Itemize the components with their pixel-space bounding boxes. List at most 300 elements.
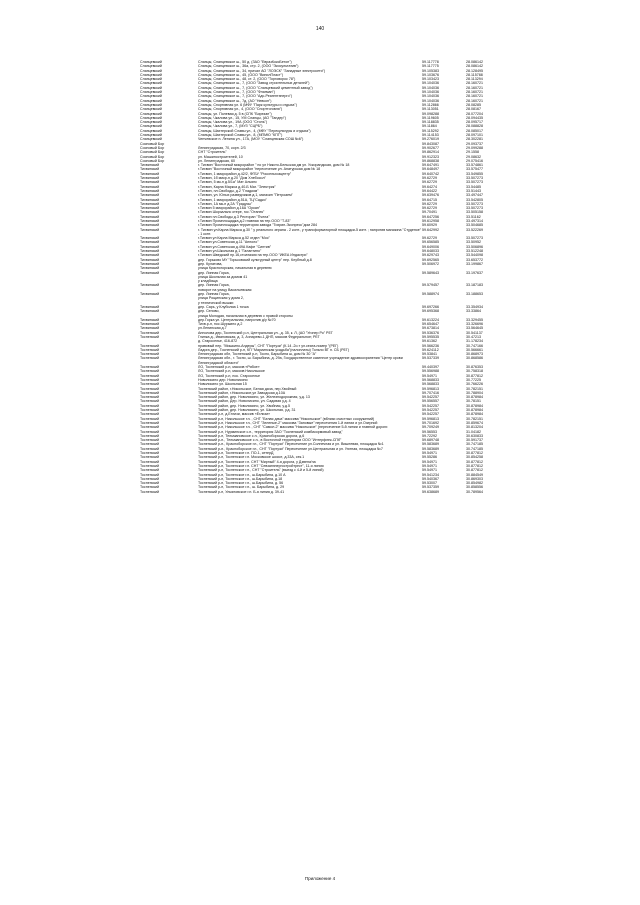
cell-address: г.Тихвин, 1б микр-н д.20 "Дом Хлебосол" (198, 176, 266, 181)
cell-address: ул.Ленинская д.7 (198, 326, 227, 331)
cell-address: Сланцы, Сланцевское ш., 7, (ООО "Сланцевский цементный завод") (198, 85, 313, 90)
cell-lon: 30.566661 (466, 347, 483, 352)
cell-address: дер.Горка ул. Центральная, напротив д/у №70 (198, 317, 276, 322)
cell-district: Тосненский (140, 408, 160, 413)
cell-district: Тосненский (140, 373, 160, 378)
cell-district: Сосновый Бор (140, 145, 165, 150)
cell-district: Тихвинский (140, 210, 160, 215)
points-table-body (140, 60, 510, 494)
cell-lon: 30.747185 (466, 446, 483, 451)
cell-district: Тихвинский (140, 227, 160, 232)
cell-district: Тосненский (140, 399, 160, 404)
cell-lon: 30.78151 (466, 399, 481, 404)
cell-address: г.Тихвин Шорзальнс отере, гос."Отанек" (198, 210, 265, 215)
cell-address: Сланцы, Сланцевское ш., 45, (ООО "ВинилПласт") (198, 72, 284, 77)
cell-address: Тосненский район, г.Никольское,ул Заводская д.10А (198, 390, 286, 395)
cell-lon: 30.782151 (466, 416, 483, 421)
cell-lon: 30.878984 (466, 403, 483, 408)
cell-lat: 59.64274 (422, 184, 437, 189)
cell-address: улица Красногорская, начальная в деревню (198, 266, 272, 271)
cell-lon: 33.187183 (466, 283, 483, 288)
cell-lat: 59.64422 (422, 188, 437, 193)
cell-district: Тихвинский (140, 253, 160, 258)
cell-district: Сланцевский (140, 111, 162, 116)
cell-address: Глинка д., Ивановская, д. 3, Ачнарево-1 ДНП, массив Федеральное; РЕГ (198, 335, 320, 339)
cell-district: Сланцевский (140, 128, 162, 133)
cell-district: Тосненский (140, 425, 160, 430)
cell-lat: 59.689748 (422, 438, 439, 443)
cell-address: Ленинградская обл., г. Тосно, ш. Барыбина, д. 29а, Государственное казенное учреждение здравоохранения "Центр крови Ленинградской области" (198, 356, 403, 365)
cell-lat: 59.53007 (422, 481, 437, 486)
cell-district: Сланцевский (140, 90, 162, 95)
cell-lat: 59.647256 (422, 214, 439, 219)
cell-address: г.Тихвин Промплощадка территория завода "Тихрин-Экопресс"дом 284 (198, 223, 318, 228)
cell-lon: 33.51162 (466, 214, 481, 219)
cell-address: г. Тихвин "Восточный микрорайон " по ул Никото-Бельская дм ул. Ускорандская, дом № 18 (198, 163, 350, 168)
cell-lon: 33.522269 (466, 227, 483, 232)
cell-lon: 33.326696 (466, 322, 483, 327)
cell-address: Тосненский р-н, Тосненское г.п., ш.Барыбина, д.10 А (198, 472, 286, 477)
cell-district: Тихвинский (140, 309, 160, 314)
cell-lat: 59.656585 (422, 240, 439, 245)
cell-lat: 59.654647 (422, 322, 439, 327)
cell-district: Тосненский (140, 335, 160, 339)
cell-address: Сланцы, Спортивная ул. 6 (МФУ "Парк культуры и отдыха") (198, 102, 297, 107)
cell-lon: 33.329455 (466, 317, 483, 322)
cell-lat: 59.117778 (422, 60, 439, 64)
cell-district: Тихвинский (140, 206, 160, 211)
cell-lon: 30.591737 (466, 438, 483, 443)
cell-district: Тосненский (140, 485, 160, 490)
cell-district: Тосненский (140, 481, 160, 486)
cell-district: Сосновый Бор (140, 158, 165, 163)
cell-address: Сланцы, Сланцевское ш., 7, (ООО "Адс-Реагентэнерго") (198, 94, 293, 99)
cell-lat: 59.115292 (422, 128, 439, 133)
cell-address: дер. Липная Горка, (198, 292, 230, 297)
cell-lat: 59.60929 (422, 223, 437, 228)
cell-lon: 33.197637 (466, 270, 483, 275)
cell-district: Тосненский (140, 463, 160, 468)
cell-district: Тихвинский (140, 167, 160, 172)
cell-district: Сосновый Бор (140, 141, 165, 146)
cell-district: Тосненский (140, 429, 160, 434)
cell-district: Сланцевский (140, 107, 162, 112)
cell-district: Тосненский (140, 446, 160, 451)
cell-district: Сланцевский (140, 68, 162, 73)
cell-address: Сланцы, Чкалова ул., 15, УМ Сланцы, (АО "Тандер") (198, 115, 286, 120)
cell-lat: 59.104036 (422, 94, 439, 99)
cell-lon: 30.747166 (466, 343, 483, 348)
cell-lon: 28.160721 (466, 85, 483, 90)
cell-address: Сланцы, Чкалова ул., 19А (ООО "Стиль") (198, 120, 268, 125)
cell-lat: 59.56553 (422, 429, 437, 434)
cell-lat: 59.673814 (422, 326, 439, 331)
cell-lat: 59.612958 (422, 218, 439, 223)
cell-lon: 28.08285 (466, 102, 481, 107)
cell-lon: 28.097101 (466, 133, 483, 138)
cell-address: Тосненский р-н, Тельмановское с.п., Красноборская дорога, д.6 (198, 433, 305, 438)
cell-lon: 33.507273 (466, 180, 483, 185)
cell-address: Новолисино дер. Новолисино (198, 377, 248, 382)
cell-lat: 59.707416 (422, 390, 439, 395)
cell-lon: 33.564645 (466, 326, 483, 331)
cell-lon: 33.549855 (466, 171, 483, 176)
cell-lat: 59.556988 (422, 369, 439, 374)
cell-district: Тосненский (140, 395, 160, 400)
cell-address: г.Тихвин ул Карла Маркса д.52 отдел "Мос" (198, 236, 270, 241)
cell-district: Тихвинский (140, 283, 160, 288)
cell-district: Тихвинский (140, 236, 160, 241)
cell-district: Тосненский (140, 412, 160, 417)
cell-district: Сланцевский (140, 81, 162, 86)
cell-lon: 31.178234 (466, 339, 483, 344)
cell-address: г.Тихвин пл.Свободы д.3 Ресторан "Пчела" (198, 214, 270, 219)
cell-lon: 33.505158 (466, 210, 483, 215)
cell-lon: 29.1558 (466, 150, 479, 155)
cell-district: Тосненский (140, 476, 160, 481)
cell-address: Тосненский р-н., Красноборское г.п., СНТ "Портузи" Пересечение ул.Солнечная и ул. Вишневая, площадка №1 (198, 442, 384, 447)
cell-address: Сланцы, Сланцевское ш., 36а, стр. 2, (ООО "Экосультатив") (198, 64, 299, 69)
cell-lat: 59.64715 (422, 197, 437, 202)
cell-district: Тосненский (140, 459, 160, 464)
cell-address: г.Тихвин 5 микрорайон д.16А "Оркан" (198, 206, 261, 211)
cell-lon: 33.653772 (466, 257, 483, 262)
page-footer: Приложение 4 (304, 876, 336, 881)
cell-address: г.Тихвин ул.Советская д.11 "Апполо" (198, 240, 259, 245)
cell-address: дер. Сеново, (198, 309, 220, 314)
cell-lat: 59.104036 (422, 85, 439, 90)
cell-lat: 59.579457 (422, 283, 439, 288)
cell-lat: 59.103423 (422, 77, 439, 82)
cell-address: Тосненский район, дер. Новолисино, ул. Железнодорожная, у.д. 13 (198, 395, 310, 400)
cell-lon: 28.086142 (466, 60, 483, 64)
cell-district: Тосненский (140, 420, 160, 425)
cell-lat: 59.536376 (422, 330, 439, 335)
cell-district: Тосненский (140, 433, 160, 438)
cell-district: Тихвинский (140, 193, 160, 198)
cell-lat: 59.583689 (422, 442, 439, 447)
cell-address: Сланцы, ул. Полевая д. 5 в (СПК "Бирезан") (198, 111, 272, 116)
cell-address: у кладбища (198, 279, 218, 284)
cell-lon: 28.077204 (466, 111, 483, 116)
cell-lon: 30.878984 (466, 395, 483, 400)
cell-lat: 59.542257 (422, 403, 439, 408)
points-table (140, 60, 510, 494)
cell-lat: 59.642992 (422, 227, 439, 232)
cell-address: г.Тихвин ул.Советская д.49А Кафе "Синтив" (198, 244, 271, 249)
cell-district: Тихвинский (140, 326, 160, 331)
cell-address: г.Тихвин Промплощадка,д.2 главная на тер.ООО "Т-83" (198, 218, 291, 223)
cell-district: Тосненский (140, 468, 160, 473)
cell-district: Тихвинский (140, 292, 160, 297)
cell-lat: 59.104036 (422, 90, 439, 95)
cell-lat: 59.640742 (422, 171, 439, 176)
cell-lon: 30.877812 (466, 459, 483, 464)
cell-lat: 59.112866 (422, 102, 439, 107)
cell-lat: 59.692565 (422, 257, 439, 262)
cell-district: Сланцевский (140, 137, 162, 142)
cell-district: Тихвинский (140, 188, 160, 193)
cell-address: Сланцы, Сланцевское ш., 50 д. (ЗАО "ЕвразКоксБетон") (198, 60, 292, 64)
cell-lon: 28.094435 (466, 115, 483, 120)
cell-lon: 30.869303 (466, 476, 483, 481)
cell-district: Тосненский (140, 352, 160, 357)
cell-district: Тосненский (140, 416, 160, 421)
cell-district: Сосновый Бор (140, 154, 165, 159)
cell-address: Тосненский р-н, Ульяновское г.п. Б-я линия д. 39-41 (198, 489, 285, 494)
cell-district: Тосненский (140, 489, 160, 494)
cell-lat: 59.613224 (422, 317, 439, 322)
cell-district: Тихвинский (140, 317, 160, 322)
cell-lon: 33.574861 (466, 163, 483, 168)
cell-address: улица Школьная за домом 41 (198, 274, 248, 279)
cell-lon: 30.789564 (466, 489, 483, 494)
cell-address: Тосненский р-н, Никольское г.п., СНТ "Зеленые-2" массива "Заповые" пересечения 1-й линии и ул.Озерной (198, 420, 378, 425)
cell-lon: 28.088828 (466, 124, 483, 129)
cell-lat: 59.113051 (422, 107, 439, 112)
cell-lat: 59.61362 (422, 339, 437, 344)
cell-lat: 59.589643 (422, 270, 439, 275)
cell-district: Сланцевский (140, 60, 162, 64)
cell-lon: 30.877812 (466, 468, 483, 473)
cell-address: Ладога дер., Тосненский р-н, КП "Мариинская усадьба"(налоплаты) Тольно ВТ п. СБ (РЕГ) (198, 347, 350, 352)
cell-address: улица Рощинская у дома 2, (198, 296, 244, 301)
cell-address: Сланцы, Чкалова ул., 7, (МУЗ "СЦРБ") (198, 124, 263, 129)
cell-lat: 59.709249 (422, 425, 439, 430)
cell-district: Сланцевский (140, 77, 162, 82)
cell-district: Тосненский (140, 472, 160, 477)
cell-district: Тихвинский (140, 257, 160, 262)
cell-lat: 59.537359 (422, 485, 439, 490)
cell-lon: 33.507273 (466, 176, 483, 181)
cell-lat: 59.695368 (422, 309, 439, 314)
cell-address: Тосненский район, г.Никольское, Белая дача, пер.Хвойный (198, 386, 297, 391)
cell-lon: 29.08632 (466, 154, 481, 159)
cell-lat: 59.596813 (422, 416, 439, 421)
cell-lat: 59.540367 (422, 476, 439, 481)
cell-lat: 59.105383 (422, 68, 439, 73)
cell-district: Тосненский (140, 386, 160, 391)
cell-lat: 59.62729 (422, 201, 437, 206)
cell-district: Сланцевский (140, 133, 162, 138)
cell-lon: 30.858556 (466, 485, 483, 490)
cell-lon: 30.876353 (466, 365, 483, 370)
cell-lon: 28.302281 (466, 137, 483, 142)
cell-lat: 59.70491 (422, 210, 437, 215)
cell-address: Тосненский р-н, Нурминское с.п., территория ЗАО "Тосненский комбикормовый завод" (198, 429, 343, 434)
cell-lon: 30.758318 (466, 369, 483, 374)
cell-lon: 30.878984 (466, 412, 483, 417)
cell-lon: 28.085017 (466, 128, 483, 133)
cell-district: Тихвинский (140, 218, 160, 223)
cell-lat: 59.912323 (422, 154, 439, 159)
cell-district: Тосненский (140, 343, 160, 348)
cell-address: Аннолова дер.,Тосненский р-н, Центральная ул., д. 35, к. Л, (АО "Угонер Ро" РЕГ (198, 330, 333, 335)
cell-lat: 59.542257 (422, 412, 439, 417)
cell-lat: 59.902677 (422, 145, 439, 150)
cell-lat: 59.11864 (422, 124, 437, 129)
cell-lon: 28.160721 (466, 81, 483, 86)
cell-lon: 29.075416 (466, 158, 483, 163)
cell-lon: 30.868586 (466, 356, 483, 361)
cell-address: Сланцы, Шахтерской Славы ул., 4, (МФУ "Перекультуры и отдыха") (198, 128, 311, 133)
cell-address: Сланцы, Сланцевское ш., 7, (ООО "Завод строительных деталей") (198, 81, 310, 86)
cell-address: Тосненский р-н, Тосненское г.п. СНТ "Севзапэнергостройтрест", 11-я линия (198, 463, 324, 468)
cell-district: Тосненский (140, 438, 160, 443)
cell-address: ул. Машиностроителей, 10 (198, 154, 243, 159)
cell-lon: 30.747185 (466, 442, 483, 447)
cell-lon: 28.086142 (466, 64, 483, 69)
cell-district: Тосненский (140, 403, 160, 408)
cell-address: Тосненский р-н, Тосненское г.п. Московское шоссе, д.33А, сек.1 (198, 455, 305, 460)
cell-address: дер. Липная Горка, (198, 270, 230, 275)
cell-lat: 59.098288 (422, 111, 439, 116)
cell-lon: 28.113294 (466, 77, 483, 82)
cell-lat: 59.629743 (422, 253, 439, 258)
cell-address: Тосненский р-н, Тосненское г.п. СНТ "Мирный" 4-я дорога, у Дзвена'на (198, 459, 316, 464)
cell-lon: 33.50952 (466, 240, 481, 245)
cell-address: г.Тихвин, Карла Маркса д.40-Б Маг. "Электрик" (198, 184, 276, 189)
cell-district: Тосненский (140, 390, 160, 395)
cell-district: Сланцевский (140, 120, 162, 125)
cell-lat: 59.701692 (422, 420, 439, 425)
cell-address: д. Староселье, 416-872 (198, 339, 238, 344)
cell-address: поворот на улицу Васильевская (198, 287, 252, 292)
cell-address: Тихв.р-н, пос.Шурыино д.2 (198, 322, 243, 327)
cell-lat: 59.639476 (422, 193, 439, 198)
cell-lon: 28.160721 (466, 90, 483, 95)
cell-lat: 59.104036 (422, 98, 439, 103)
cell-lon: 33.51443 (466, 188, 481, 193)
cell-lon: 33.507273 (466, 236, 483, 241)
cell-lat: 59.114153 (422, 133, 439, 138)
cell-district: Тихвинский (140, 249, 160, 254)
cell-lat: 59.649006 (422, 244, 439, 249)
cell-address: дер. Липная Горка, (198, 283, 230, 288)
cell-lon: 29.093737 (466, 141, 483, 146)
cell-lon: 33.54485 (466, 184, 481, 189)
cell-address: Новолисино ул. Школьная 15 (198, 382, 247, 387)
cell-district: Тихвинский (140, 163, 160, 168)
cell-district: Сланцевский (140, 98, 162, 103)
cell-lon: 31.04182 (466, 429, 481, 434)
cell-lat: 59.440397 (422, 365, 439, 370)
cell-lat: 59.583689 (422, 446, 439, 451)
cell-address: Тосненский р-н, Никольское г.п. , СНТ "Белая дача" массива "Никольское" (вблизи очистных сооружений) (198, 416, 375, 421)
cell-district: Тосненский (140, 365, 160, 370)
cell-district: Тосненский (140, 356, 160, 361)
cell-lon: 30.877812 (466, 373, 483, 378)
cell-lat: 59.596813 (422, 386, 439, 391)
cell-address: Ленинградская обл, Тосненский р-н, Тосно, Барыбина ш, дом № 30 "А" (198, 352, 317, 357)
cell-lon: 28.160721 (466, 94, 483, 99)
cell-address: правовый пер. "Мишкино-Андеры", СНТ "Портузи" (К.14 -2о.т ул.сеата-номер "(РЕГ) (198, 343, 339, 348)
table-row (140, 490, 510, 494)
cell-address: Сланцы, Шахтерской Славы ул., 8, (МПМЮ "КПТ") (198, 133, 283, 138)
page-number: 140 (315, 26, 325, 32)
cell-lon: 30.854982 (466, 481, 483, 486)
cell-address: г.Тихвин "Восточный микрорайон "пересечение ул. Апатурская дом № 18 (198, 167, 321, 172)
cell-address: Тосненский р-н., Тельмановское с.п., в Восточной территории ООО "Интерфлек-СПб" (198, 438, 342, 443)
cell-address: Сланцы, Спортивная ул., 4, (ООО "Спорттоговля") (198, 107, 283, 112)
cell-lat: 59.103676 (422, 72, 439, 77)
cell-lat: 59.118835 (422, 120, 439, 125)
cell-district: Сланцевский (140, 85, 162, 90)
cell-lat: 59.868838 (422, 158, 439, 163)
cell-lon: 30.859674 (466, 420, 483, 425)
cell-address: Сланцы, Сланцевское ш., 48, ст. 2, (ООО "Торговорос 78") (198, 77, 296, 82)
cell-lat: 59.542257 (422, 408, 439, 413)
cell-district: Тихвинский (140, 184, 160, 189)
cell-district: Сосновый Бор (140, 150, 165, 155)
cell-lat: 59.843087 (422, 141, 439, 146)
cell-lat: 59.55286 (422, 455, 437, 460)
cell-district: Тихвинский (140, 197, 160, 202)
cell-address: улица Молодая, начальная в деревню с правой стороны (198, 313, 293, 318)
cell-lon: 30.854258 (466, 455, 483, 460)
cell-address: г.Тихвин Шведский пр.16,стоатазия на тер.ООО "ИКЕА Индастри" (198, 253, 308, 258)
cell-lon: 33.497447 (466, 193, 483, 198)
cell-lat: 59.542257 (422, 395, 439, 400)
cell-lon: 28.128495 (466, 68, 483, 73)
cell-lon: 28.160721 (466, 98, 483, 103)
cell-lon: 33.354934 (466, 304, 483, 309)
cell-address: Тосненский район, дер. Новолисино, ул. Школьная, у.д. 31 (198, 408, 296, 413)
cell-district: Тихвинский (140, 261, 160, 266)
cell-lon: 30.877812 (466, 451, 483, 456)
cell-address: дер. Сарь, у Клубилиа 1 точка (198, 304, 249, 309)
cell-lon: 28.095717 (466, 120, 483, 125)
cell-address: г.Тихвин, 1 микрорайон д.42/2, ФГБУ "Россельхозцентр" (198, 171, 292, 176)
cell-lon: 30.788904 (466, 390, 483, 395)
cell-lon: 30.868973 (466, 352, 483, 357)
cell-lat: 59.541234 (422, 472, 439, 477)
cell-lat: 59.54971 (422, 373, 437, 378)
cell-district: Тихвинский (140, 266, 160, 271)
cell-lat: 59.62729 (422, 206, 437, 211)
cell-lon: 33.506896 (466, 244, 483, 249)
cell-address: СНТ "Строитель" (198, 150, 227, 155)
cell-lon: 29.099288 (466, 145, 483, 150)
cell-district: Тосненский (140, 382, 160, 387)
cell-district: Тихвинский (140, 214, 160, 219)
cell-address: у технической вышки (198, 300, 234, 305)
cell-lat: 59.697266 (422, 304, 439, 309)
cell-lat: 59.119605 (422, 115, 439, 120)
cell-lat: 59.638689 (422, 489, 439, 494)
cell-address: ЛО, Тосненский р-н, массив «Рябое» (198, 365, 260, 370)
cell-address: ЛО, Тосненский р-н, пос. Староселье (198, 373, 260, 378)
cell-address: Тосненский район, Дер. Новолисино, ул. Садовая у.д. 4 (198, 399, 291, 404)
cell-address: Тосненский р-н, Тосненское г.п., ш. Барыбина, д. 29 (198, 485, 285, 490)
cell-lon: 33.188653 (466, 292, 483, 297)
cell-address: Тосненский р-н, Тосненское г.п., СНТ "Строитель" (выезд с 4-й и 5-й линий) (198, 468, 324, 473)
cell-district: Сланцевский (140, 115, 162, 120)
cell-district: Сланцевский (140, 124, 162, 129)
cell-lon: 33.33864 (466, 309, 481, 314)
cell-district: Тихвинский (140, 304, 160, 309)
cell-address: г.Тихвин ул.Школьная д.1 "Галантино" (198, 249, 262, 254)
cell-lon: 30.782151 (466, 386, 483, 391)
cell-lat: 59.54971 (422, 468, 437, 473)
cell-lon: 30.47213 (466, 335, 481, 339)
cell-district: Тихвинский (140, 201, 160, 206)
cell-address: Тосненский район, дер. Новолисино, ул. Хвойная, у.д.5 (198, 403, 290, 408)
cell-district: Тихвинский (140, 244, 160, 249)
cell-district: Тихвинский (140, 240, 160, 245)
cell-district: Тосненский (140, 377, 160, 382)
cell-district: Тосненский (140, 442, 160, 447)
